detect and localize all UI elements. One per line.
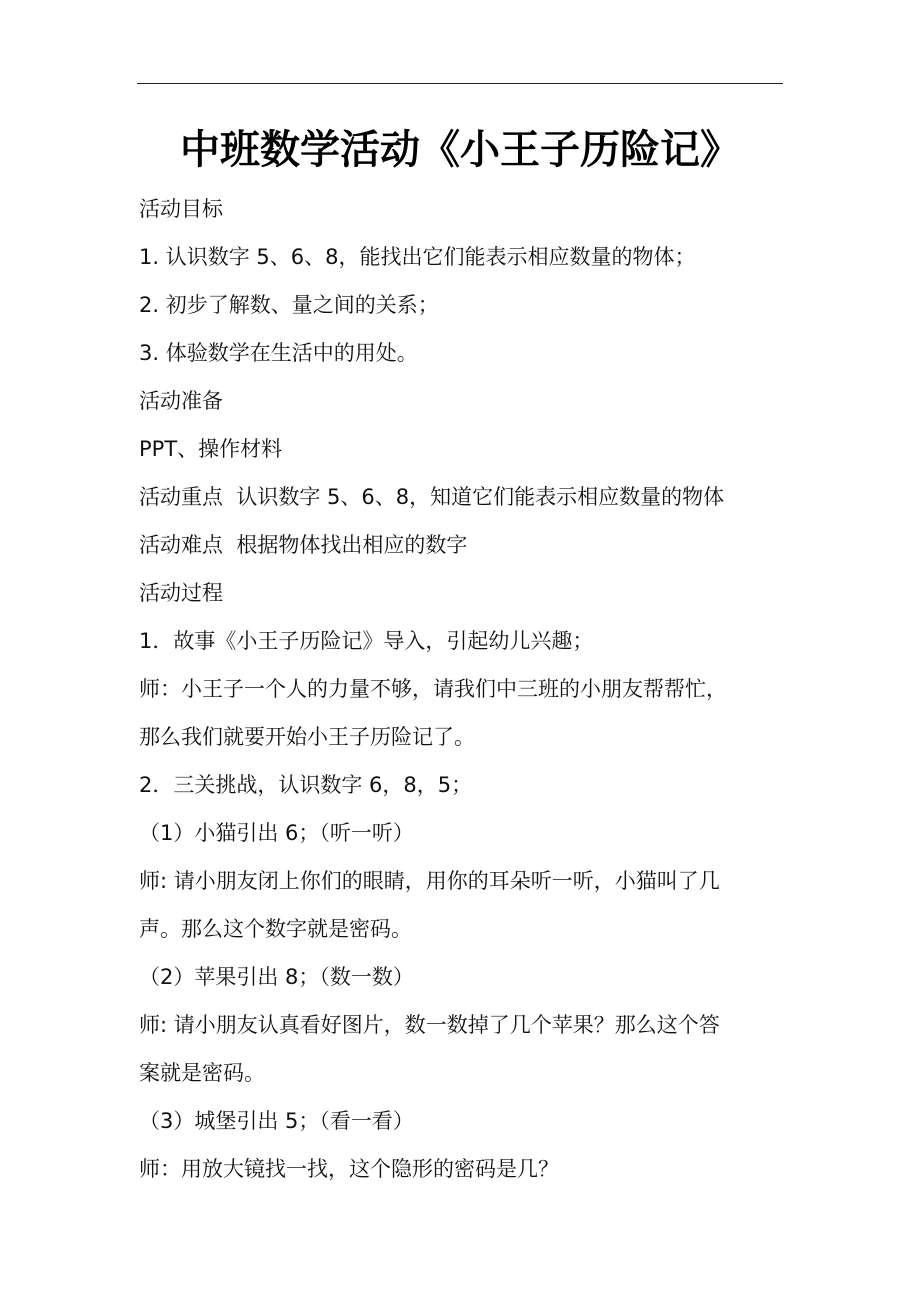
sub-step-2: （2）苹果引出 8；（数一数） [139, 965, 414, 989]
process-step-1: 1．故事《小王子历险记》导入，引起幼儿兴趣； [139, 629, 594, 653]
key-point-line: 活动重点 认识数字 5、6、8，知道它们能表示相应数量的物体 [139, 485, 725, 509]
section-heading-preparation: 活动准备 [139, 389, 223, 413]
sub-step-3: （3）城堡引出 5；（看一看） [139, 1109, 414, 1133]
sub-step-1: （1）小猫引出 6；（听一听） [139, 821, 414, 845]
process-step-2: 2．三关挑战，认识数字 6，8，5； [139, 773, 473, 797]
teacher-line-4: 师：用放大镜找一找，这个隐形的密码是几？ [139, 1157, 559, 1181]
difficulty-line: 活动难点 根据物体找出相应的数字 [139, 533, 468, 557]
header-rule [137, 83, 783, 84]
goal-item-1: 1. 认识数字 5、6、8，能找出它们能表示相应数量的物体； [139, 245, 696, 269]
teacher-line-1b: 那么我们就要开始小王子历险记了。 [139, 725, 475, 749]
teacher-line-3a: 师: 请小朋友认真看好图片，数一数掉了几个苹果？那么这个答 [139, 1013, 720, 1037]
goal-item-2: 2. 初步了解数、量之间的关系； [139, 293, 439, 317]
section-heading-goals: 活动目标 [139, 197, 223, 221]
teacher-line-2a: 师: 请小朋友闭上你们的眼睛，用你的耳朵听一听，小猫叫了几 [139, 869, 720, 893]
teacher-line-2b: 声。那么这个数字就是密码。 [139, 917, 412, 941]
preparation-text: PPT、操作材料 [139, 437, 283, 461]
teacher-line-3b: 案就是密码。 [139, 1061, 265, 1085]
teacher-line-1a: 师：小王子一个人的力量不够，请我们中三班的小朋友帮帮忙， [139, 677, 727, 701]
section-heading-process: 活动过程 [139, 581, 223, 605]
goal-item-3: 3. 体验数学在生活中的用处。 [139, 341, 418, 365]
document-title: 中班数学活动《小王子历险记》 [180, 126, 740, 173]
